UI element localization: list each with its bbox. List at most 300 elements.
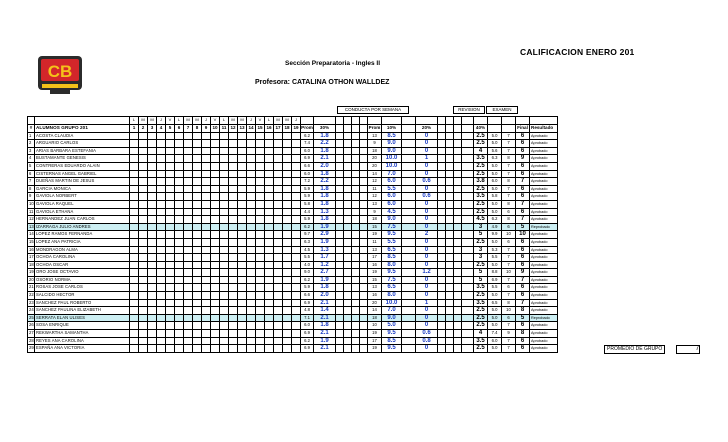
attendance-cell	[211, 246, 220, 254]
attendance-cell	[229, 246, 238, 254]
attendance-cell	[139, 292, 148, 300]
final-grade: 7	[516, 200, 530, 208]
revision-cell	[336, 132, 344, 140]
revision-cell	[336, 140, 344, 148]
attendance-cell	[202, 254, 211, 262]
revision-cell	[360, 231, 368, 239]
attendance-cell	[184, 231, 193, 239]
examen-cell	[446, 314, 454, 322]
examen-cell	[446, 200, 454, 208]
revision-cell	[336, 193, 344, 201]
attendance-cell	[283, 337, 292, 345]
attendance-cell	[283, 155, 292, 163]
revision-total: 12	[368, 178, 382, 186]
resultado: Aprobado	[530, 254, 558, 262]
attendance-cell	[148, 193, 157, 201]
examen-20pct: 0	[416, 276, 438, 284]
table-row	[28, 185, 558, 193]
conducta-30pct: 2.1	[314, 330, 336, 338]
examen-cell	[462, 200, 474, 208]
attendance-cell	[238, 345, 247, 353]
revision-10pct: 8.0	[382, 261, 402, 269]
resultado: Reprobado	[530, 223, 558, 231]
promedio-header: Prom	[301, 124, 314, 132]
promedio-a: 5.0	[488, 314, 502, 322]
attendance-cell	[238, 238, 247, 246]
examen-cell	[454, 193, 462, 201]
attendance-cell	[184, 269, 193, 277]
attendance-cell	[193, 269, 202, 277]
attendance-cell	[247, 307, 256, 315]
attendance-cell	[211, 292, 220, 300]
attendance-cell	[229, 185, 238, 193]
examen-cell	[438, 307, 446, 315]
attendance-cell	[130, 200, 139, 208]
attendance-cell	[139, 193, 148, 201]
attendance-cell	[220, 208, 229, 216]
attendance-cell	[247, 276, 256, 284]
row-number: 14	[28, 231, 35, 239]
examen-cell	[446, 216, 454, 224]
attendance-cell	[238, 185, 247, 193]
attendance-cell	[139, 216, 148, 224]
attendance-cell	[229, 178, 238, 186]
promedio-a: 5.0	[488, 345, 502, 353]
row-number: 25	[28, 314, 35, 322]
attendance-cell	[265, 276, 274, 284]
revision-cell	[360, 284, 368, 292]
promedio-b: 7	[502, 140, 516, 148]
final-grade: 6	[516, 162, 530, 170]
examen-cell	[446, 330, 454, 338]
attendance-cell	[202, 284, 211, 292]
attendance-cell	[157, 345, 166, 353]
examen-20pct: 0	[416, 292, 438, 300]
attendance-cell	[130, 307, 139, 315]
attendance-cell	[148, 155, 157, 163]
revision-cell	[352, 276, 360, 284]
promedio-a: 5.0	[488, 140, 502, 148]
attendance-cell	[166, 132, 175, 140]
attendance-cell	[184, 292, 193, 300]
attendance-cell	[175, 322, 184, 330]
attendance-cell	[139, 269, 148, 277]
final-grade: 6	[516, 246, 530, 254]
promedio-conducta: 9.0	[301, 269, 314, 277]
attendance-cell	[139, 276, 148, 284]
attendance-cell	[193, 147, 202, 155]
examen-20pct: 0	[416, 162, 438, 170]
revision-10pct: 7.5	[382, 276, 402, 284]
promedio-b: 7	[502, 170, 516, 178]
revision-cell	[336, 155, 344, 163]
examen-cell	[454, 345, 462, 353]
row-number: 5	[28, 162, 35, 170]
attendance-cell	[220, 178, 229, 186]
attendance-cell	[139, 307, 148, 315]
examen-cell	[446, 170, 454, 178]
examen-cell	[446, 185, 454, 193]
resultado: Aprobado	[530, 193, 558, 201]
examen-cell	[454, 200, 462, 208]
attendance-cell	[229, 284, 238, 292]
attendance-cell	[184, 147, 193, 155]
student-name: DUEÑAS MARTIN DE JESUS	[35, 178, 130, 186]
revision-cell	[336, 307, 344, 315]
examen-cell	[446, 193, 454, 201]
examen-cell	[462, 216, 474, 224]
conducta-30pct: 1.4	[314, 307, 336, 315]
attendance-cell	[166, 216, 175, 224]
revision-cell	[360, 185, 368, 193]
table-row	[28, 330, 558, 338]
attendance-cell	[292, 254, 301, 262]
final-grade: 6	[516, 238, 530, 246]
resultado: Aprobado	[530, 307, 558, 315]
final-grade: 6	[516, 132, 530, 140]
attendance-cell	[229, 223, 238, 231]
attendance-cell	[211, 269, 220, 277]
attendance-cell	[283, 246, 292, 254]
attendance-cell	[130, 132, 139, 140]
attendance-cell	[184, 193, 193, 201]
attendance-cell	[139, 246, 148, 254]
attendance-cell	[157, 170, 166, 178]
examen-cell	[462, 322, 474, 330]
group-header: ALUMNOS GRUPO 201	[35, 124, 130, 132]
attendance-cell	[283, 238, 292, 246]
promedio-b: 7	[502, 132, 516, 140]
attendance-cell	[193, 314, 202, 322]
attendance-cell	[148, 208, 157, 216]
examen-cell	[446, 140, 454, 148]
attendance-cell	[202, 330, 211, 338]
attendance-cell	[229, 208, 238, 216]
attendance-cell	[166, 140, 175, 148]
attendance-cell	[202, 314, 211, 322]
attendance-cell	[220, 276, 229, 284]
examen-cell	[454, 231, 462, 239]
revision-cell	[352, 147, 360, 155]
examen-cell	[454, 170, 462, 178]
blank-cell	[402, 170, 416, 178]
attendance-cell	[256, 254, 265, 262]
attendance-cell	[211, 193, 220, 201]
conducta-30pct: 1.8	[314, 200, 336, 208]
examen-20pct: 0	[416, 216, 438, 224]
examen-cell	[454, 284, 462, 292]
examen-20pct: 0	[416, 261, 438, 269]
attendance-cell	[265, 246, 274, 254]
attendance-cell	[292, 238, 301, 246]
examen-cell	[462, 314, 474, 322]
attendance-cell	[130, 322, 139, 330]
attendance-cell	[238, 307, 247, 315]
attendance-cell	[292, 330, 301, 338]
revision-cell	[352, 330, 360, 338]
revision-10pct: 10.0	[382, 299, 402, 307]
attendance-cell	[283, 162, 292, 170]
revision-cell	[352, 193, 360, 201]
attendance-cell	[211, 254, 220, 262]
attendance-cell	[166, 231, 175, 239]
attendance-cell	[175, 216, 184, 224]
examen-cell	[446, 246, 454, 254]
examen-40pct: 2.5	[474, 200, 488, 208]
examen-cell	[446, 254, 454, 262]
blank-cell	[402, 200, 416, 208]
examen-cell	[462, 345, 474, 353]
examen-cell	[438, 208, 446, 216]
revision-cell	[360, 292, 368, 300]
examen-20pct: 0.6	[416, 178, 438, 186]
examen-cell	[454, 132, 462, 140]
attendance-cell	[184, 284, 193, 292]
revision-cell	[336, 337, 344, 345]
attendance-cell	[130, 314, 139, 322]
examen-cell	[454, 208, 462, 216]
conducta-30pct: 2.9	[314, 231, 336, 239]
attendance-cell	[274, 292, 283, 300]
promedio-a: 6.9	[488, 276, 502, 284]
attendance-cell	[283, 292, 292, 300]
examen-cell	[454, 276, 462, 284]
table-row	[28, 216, 558, 224]
attendance-cell	[292, 178, 301, 186]
examen-cell	[446, 269, 454, 277]
attendance-cell	[256, 208, 265, 216]
revision-total: 12	[368, 193, 382, 201]
attendance-cell	[238, 322, 247, 330]
attendance-cell	[166, 162, 175, 170]
attendance-cell	[292, 345, 301, 353]
attendance-cell	[175, 276, 184, 284]
attendance-cell	[211, 337, 220, 345]
promedio-a: 5.0	[488, 185, 502, 193]
attendance-cell	[184, 223, 193, 231]
attendance-cell	[202, 292, 211, 300]
attendance-cell	[148, 254, 157, 262]
attendance-cell	[202, 178, 211, 186]
promedio-b: 10	[502, 231, 516, 239]
attendance-cell	[139, 162, 148, 170]
revision-cell	[344, 155, 352, 163]
promedio-conducta: 6.9	[301, 155, 314, 163]
attendance-cell	[292, 155, 301, 163]
promedio-b: 7	[502, 185, 516, 193]
examen-20pct: 0	[416, 200, 438, 208]
examen-40pct: 2.5	[474, 132, 488, 140]
attendance-cell	[211, 155, 220, 163]
revision-10pct: 10.0	[382, 162, 402, 170]
blank-cell	[402, 208, 416, 216]
attendance-cell	[292, 284, 301, 292]
examen-cell	[462, 155, 474, 163]
promedio-a: 6.5	[488, 299, 502, 307]
revision-total: 17	[368, 337, 382, 345]
attendance-cell	[139, 155, 148, 163]
conducta-30pct: 1.8	[314, 193, 336, 201]
attendance-cell	[175, 200, 184, 208]
table-row	[28, 276, 558, 284]
examen-20pct: 0	[416, 185, 438, 193]
revision-cell	[352, 337, 360, 345]
revision-cell	[352, 254, 360, 262]
attendance-cell	[283, 284, 292, 292]
final-grade: 6	[516, 254, 530, 262]
examen-cell	[454, 269, 462, 277]
examen-cell	[462, 292, 474, 300]
attendance-cell	[193, 178, 202, 186]
examen-cell	[446, 132, 454, 140]
attendance-cell	[211, 314, 220, 322]
promedio-conducta: 7.4	[301, 140, 314, 148]
row-number: 22	[28, 292, 35, 300]
examen-cell	[462, 193, 474, 201]
attendance-cell	[256, 216, 265, 224]
attendance-cell	[166, 185, 175, 193]
attendance-cell	[247, 261, 256, 269]
attendance-cell	[157, 208, 166, 216]
attendance-cell	[175, 314, 184, 322]
revision-cell	[352, 238, 360, 246]
attendance-cell	[274, 330, 283, 338]
examen-cell	[454, 330, 462, 338]
revision-cell	[344, 269, 352, 277]
attendance-cell	[139, 170, 148, 178]
attendance-cell	[283, 216, 292, 224]
revision-cell	[360, 314, 368, 322]
attendance-cell	[256, 261, 265, 269]
attendance-cell	[283, 140, 292, 148]
attendance-cell	[274, 170, 283, 178]
student-name: REKWARTHA SAMANTHA	[35, 330, 130, 338]
student-name: SANCHEZ PAULINA ELIZABETH	[35, 307, 130, 315]
attendance-cell	[157, 162, 166, 170]
attendance-cell	[265, 322, 274, 330]
examen-40pct: 2.5	[474, 307, 488, 315]
header-row-columns: # ALUMNOS GRUPO 201 1 2 3 4 5 6 7 8 9 10 11 12 13 14 15 16 17 18 19 Prom 30% Prom 10% 20% 40% Final Resultado	[28, 124, 558, 132]
promedio-conducta: 6.6	[301, 162, 314, 170]
revision-10pct: 5.5	[382, 238, 402, 246]
attendance-cell	[220, 140, 229, 148]
promedio-b: 6	[502, 208, 516, 216]
examen-40pct: 2.5	[474, 322, 488, 330]
attendance-cell	[157, 314, 166, 322]
attendance-cell	[130, 337, 139, 345]
attendance-cell	[130, 246, 139, 254]
attendance-cell	[148, 261, 157, 269]
attendance-cell	[247, 147, 256, 155]
attendance-cell	[130, 162, 139, 170]
blank-cell	[402, 276, 416, 284]
report-subtitle: Sección Preparatoria - Ingles II	[285, 60, 381, 67]
table-row	[28, 140, 558, 148]
examen-cell	[446, 307, 454, 315]
blank-cell	[402, 132, 416, 140]
revision-total: 19	[368, 345, 382, 353]
attendance-cell	[184, 254, 193, 262]
attendance-cell	[211, 132, 220, 140]
examen-cell	[438, 185, 446, 193]
row-number: 12	[28, 216, 35, 224]
final-grade: 6	[516, 292, 530, 300]
examen-40pct: 4.5	[474, 216, 488, 224]
attendance-cell	[175, 307, 184, 315]
attendance-cell	[238, 292, 247, 300]
promedio-a: 7.4	[488, 330, 502, 338]
revision-cell	[352, 345, 360, 353]
attendance-cell	[256, 140, 265, 148]
attendance-cell	[202, 299, 211, 307]
revision-cell	[352, 132, 360, 140]
conducta-30pct: 1.8	[314, 132, 336, 140]
table-row	[28, 307, 558, 315]
attendance-cell	[238, 147, 247, 155]
attendance-cell	[202, 162, 211, 170]
attendance-cell	[175, 345, 184, 353]
attendance-cell	[157, 178, 166, 186]
attendance-cell	[130, 185, 139, 193]
attendance-cell	[193, 276, 202, 284]
student-name: ROSAS JOSE CARLOS	[35, 284, 130, 292]
attendance-cell	[220, 231, 229, 239]
attendance-cell	[148, 269, 157, 277]
attendance-cell	[274, 261, 283, 269]
student-name: SOSA ENRIQUE	[35, 322, 130, 330]
attendance-cell	[202, 147, 211, 155]
blank-cell	[402, 185, 416, 193]
table-row	[28, 254, 558, 262]
revision-cell	[360, 261, 368, 269]
revision-10pct: 7.5	[382, 223, 402, 231]
conducta-30pct: 1.8	[314, 147, 336, 155]
attendance-cell	[166, 238, 175, 246]
revision-cell	[336, 330, 344, 338]
examen-20pct: 0	[416, 345, 438, 353]
attendance-cell	[130, 284, 139, 292]
examen-40pct: 3.5	[474, 155, 488, 163]
resultado: Aprobado	[530, 185, 558, 193]
promedio-b: 7	[502, 337, 516, 345]
conducta-30pct: 1.8	[314, 170, 336, 178]
revision-cell	[344, 238, 352, 246]
final-grade: 9	[516, 269, 530, 277]
revision-cell	[344, 200, 352, 208]
examen-section-label: EXAMEN	[486, 106, 518, 114]
examen-20pct: 0.6	[416, 193, 438, 201]
final-grade: 6	[516, 345, 530, 353]
attendance-cell	[184, 337, 193, 345]
examen-cell	[438, 345, 446, 353]
examen-cell	[438, 140, 446, 148]
table-row	[28, 292, 558, 300]
attendance-cell	[265, 292, 274, 300]
attendance-cell	[274, 231, 283, 239]
examen-cell	[438, 170, 446, 178]
attendance-cell	[247, 178, 256, 186]
attendance-cell	[130, 292, 139, 300]
examen-cell	[462, 254, 474, 262]
attendance-cell	[220, 193, 229, 201]
conducta-30pct: 2.1	[314, 314, 336, 322]
row-number: 20	[28, 276, 35, 284]
attendance-cell	[130, 140, 139, 148]
revision-cell	[352, 299, 360, 307]
attendance-cell	[166, 254, 175, 262]
examen-20pct: 0	[416, 246, 438, 254]
examen-20pct: 0	[416, 170, 438, 178]
